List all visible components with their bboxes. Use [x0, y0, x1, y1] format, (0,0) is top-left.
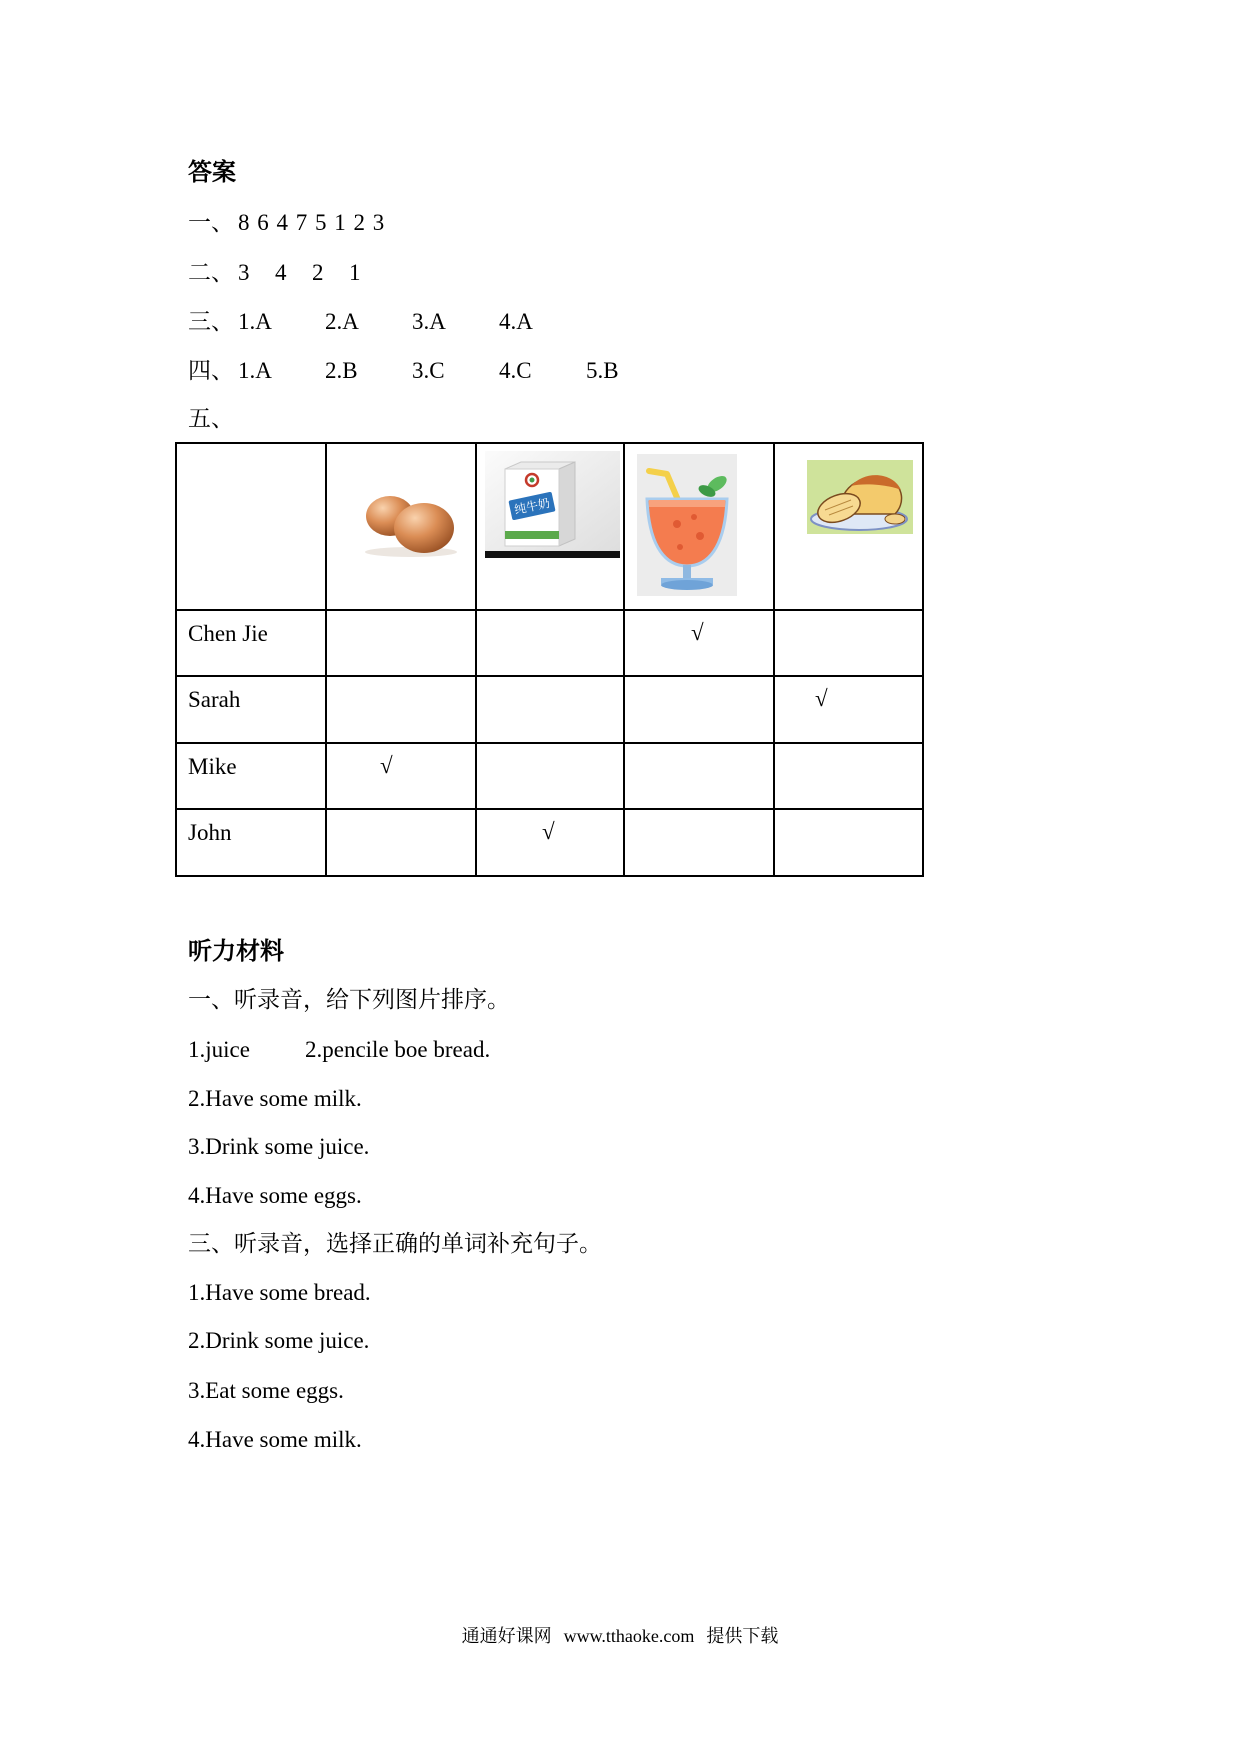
part1-line-item: 2.pencile boe bread. [305, 1037, 491, 1062]
check-mark: √ [815, 686, 828, 712]
answer-prefix: 五、 [188, 406, 234, 431]
check-mark [625, 677, 773, 686]
check-mark [327, 810, 475, 819]
footer-url[interactable]: www.tthaoke.com [563, 1626, 695, 1646]
milk-carton-image [485, 451, 620, 558]
bread-crumb-slice [885, 514, 905, 524]
check-mark [775, 611, 922, 620]
row-name-cell [176, 676, 326, 743]
answer-item: 1.A [238, 309, 272, 334]
check-mark [477, 677, 623, 686]
answers-heading: 答案 [188, 160, 236, 186]
part1-line: 3.Drink some juice. [188, 1134, 370, 1159]
carton-label-text: 纯牛奶 [513, 495, 552, 518]
table-row [176, 676, 923, 743]
check-cell [326, 610, 476, 677]
header-cell-juice [624, 443, 774, 610]
bread-image [807, 460, 913, 534]
check-mark [327, 611, 475, 620]
check-cell [774, 743, 923, 810]
juice-image [637, 454, 737, 596]
answer-q4 [188, 358, 673, 384]
empty-corner-cell [176, 443, 326, 610]
check-mark: √ [691, 619, 704, 645]
brand-logo-dot [530, 478, 535, 483]
answer-q3 [188, 309, 586, 335]
check-cell [774, 610, 923, 677]
answer-item: 4.C [499, 358, 532, 383]
header-cell-milk [476, 443, 624, 610]
part3-line: 4.Have some milk. [188, 1427, 362, 1452]
food-table [175, 442, 924, 877]
row-name: Chen Jie [188, 620, 268, 646]
answer-item: 2.B [325, 358, 358, 383]
answer-sequence: 8 6 4 7 5 1 2 3 [238, 210, 386, 235]
carton-side [559, 462, 575, 546]
row-name: Sarah [188, 687, 241, 713]
check-cell [326, 809, 476, 876]
row-name-cell [176, 743, 326, 810]
check-cell [476, 610, 624, 677]
glass-base [661, 580, 713, 590]
part3-line: 1.Have some bread. [188, 1280, 371, 1305]
page-footer [0, 1625, 1240, 1647]
answer-item: 4 [275, 260, 287, 285]
check-cell [624, 743, 774, 810]
listening-heading: 听力材料 [188, 939, 284, 965]
check-mark [625, 744, 773, 753]
footer-site-name: 通通好课网 [461, 1626, 552, 1646]
check-mark [625, 810, 773, 819]
part1-line [188, 1037, 491, 1063]
answer-item: 5.B [586, 358, 619, 383]
header-cell-bread [774, 443, 923, 610]
check-cell [624, 610, 774, 677]
row-name: John [188, 820, 232, 846]
answer-item: 2 [312, 260, 324, 285]
check-mark [477, 611, 623, 620]
answer-item: 3.A [412, 309, 446, 334]
check-cell [476, 743, 624, 810]
table-row [176, 610, 923, 677]
eggs-image [357, 484, 462, 559]
check-mark: √ [380, 752, 393, 778]
part3-title: 三、听录音，选择正确的单词补充句子。 [188, 1231, 602, 1256]
answer-prefix: 四、 [188, 358, 234, 383]
check-cell [624, 676, 774, 743]
row-name: Mike [188, 753, 237, 779]
answer-item: 1 [349, 260, 361, 285]
answer-prefix: 一、 [188, 210, 234, 235]
check-mark [327, 677, 475, 686]
part1-line: 2.Have some milk. [188, 1086, 362, 1111]
table-header-row [176, 443, 923, 610]
part3-line: 3.Eat some eggs. [188, 1378, 344, 1403]
answer-item: 3 [238, 260, 250, 285]
answer-item: 3.C [412, 358, 445, 383]
answer-item: 1.A [238, 358, 272, 383]
check-cell [326, 676, 476, 743]
check-cell [476, 676, 624, 743]
answer-item: 4.A [499, 309, 533, 334]
answer-item: 2.A [325, 309, 359, 334]
row-name-cell [176, 809, 326, 876]
egg-front [394, 503, 454, 553]
part1-line: 4.Have some eggs. [188, 1183, 362, 1208]
check-cell [774, 676, 923, 743]
table-row [176, 809, 923, 876]
photo-caption-strip [485, 551, 620, 558]
answer-prefix: 二、 [188, 260, 234, 285]
header-cell-eggs [326, 443, 476, 610]
check-cell [326, 743, 476, 810]
check-mark [775, 810, 922, 819]
part1-line-item: 1.juice [188, 1037, 250, 1062]
juice-surface [649, 500, 725, 507]
glass-stem [683, 565, 691, 579]
check-mark: √ [542, 819, 555, 845]
row-name-cell [176, 610, 326, 677]
part1-title: 一、听录音，给下列图片排序。 [188, 987, 510, 1012]
check-cell [476, 809, 624, 876]
answer-q5 [188, 406, 238, 432]
check-cell [774, 809, 923, 876]
footer-note: 提供下载 [706, 1626, 779, 1646]
check-mark [775, 744, 922, 753]
check-mark [477, 744, 623, 753]
answer-q2 [188, 260, 386, 286]
check-cell [624, 809, 774, 876]
part3-line: 2.Drink some juice. [188, 1328, 370, 1353]
answer-q1 [188, 210, 385, 236]
answer-prefix: 三、 [188, 309, 234, 334]
table-row [176, 743, 923, 810]
carton-green-band [505, 531, 559, 539]
